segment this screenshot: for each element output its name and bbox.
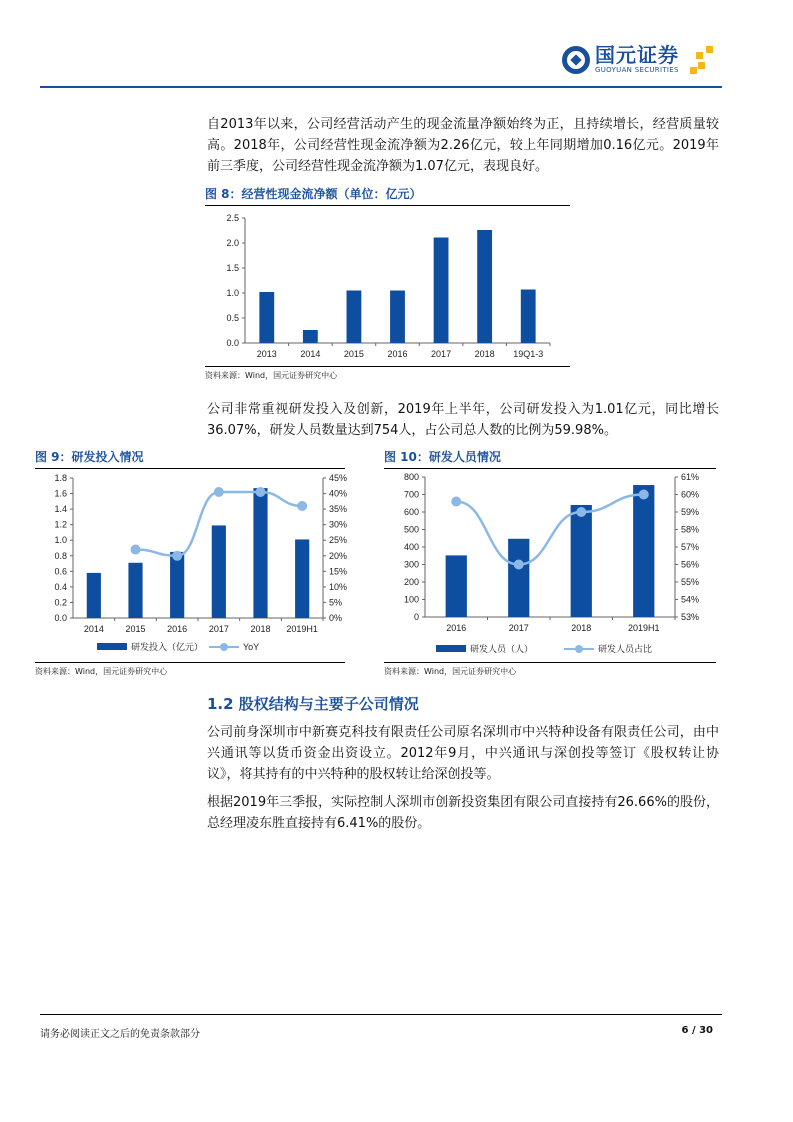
- figure-8-chart: [205, 208, 570, 363]
- x-tick-label: 2016: [387, 349, 408, 359]
- bar: [170, 552, 184, 618]
- legend-label: 研发人员（人）: [470, 644, 534, 654]
- y2-tick-label: 53%: [681, 612, 700, 622]
- legend-label: 研发投入（亿元）: [131, 642, 204, 652]
- figure-10-title: 图 10：研发人员情况: [384, 448, 716, 469]
- y2-tick-label: 15%: [329, 566, 348, 577]
- bar: [477, 230, 492, 343]
- y-tick-label: 400: [403, 542, 419, 552]
- y-tick-label: 0.8: [54, 550, 67, 561]
- bar: [390, 291, 405, 344]
- x-tick-label: 2015: [125, 624, 146, 634]
- figure-10-source: 资料来源：Wind，国元证券研究中心: [384, 662, 716, 677]
- logo-square-icon: [698, 62, 705, 69]
- bar: [521, 290, 536, 344]
- y-tick-label: 0: [413, 612, 419, 622]
- series-point: [576, 507, 586, 517]
- y2-tick-label: 45%: [329, 473, 348, 483]
- footer-disclaimer: 请务必阅读正文之后的免责条款部分: [40, 1029, 200, 1040]
- bar: [295, 539, 309, 618]
- y-tick-label: 2.5: [226, 213, 239, 223]
- y-tick-label: 0.6: [54, 566, 67, 577]
- y2-tick-label: 35%: [329, 504, 348, 515]
- logo-icon: [562, 46, 590, 74]
- series-point: [131, 545, 141, 555]
- y2-tick-label: 20%: [329, 550, 348, 561]
- figure-8-title: 图 8：经营性现金流净额（单位：亿元）: [205, 185, 570, 206]
- y2-tick-label: 54%: [681, 594, 700, 605]
- legend-line-marker: [575, 645, 583, 653]
- bar: [303, 330, 318, 343]
- y-tick-label: 1.5: [226, 263, 239, 273]
- x-tick-label: 2019H1: [286, 624, 318, 634]
- y2-tick-label: 10%: [329, 581, 348, 592]
- x-tick-label: 2016: [167, 624, 188, 634]
- paragraph-cashflow: 自2013年以来，公司经营活动产生的现金流量净额始终为正，且持续增长，经营质量较高。2018年，公司经营性现金流净额为2.26亿元，较上年同期增加0.16亿元。2019年前三季度，公司经营性现金流净额为1.07亿元，表现良好。: [207, 117, 719, 174]
- bar: [633, 485, 654, 617]
- series-point: [639, 490, 649, 500]
- x-tick-label: 2019H1: [627, 623, 660, 633]
- y-tick-label: 500: [403, 524, 419, 535]
- y2-tick-label: 0%: [329, 613, 343, 623]
- y-tick-label: 1.8: [54, 473, 67, 483]
- legend-bar-swatch: [97, 643, 127, 650]
- bar: [508, 539, 529, 617]
- company-logo: [562, 44, 679, 75]
- bar: [212, 525, 226, 618]
- paragraph-rd: 公司非常重视研发投入及创新，2019年上半年，公司研发投入为1.01亿元，同比增长36.07%，研发人员数量达到754人，占公司总人数的比例为59.98%。: [207, 402, 719, 438]
- series-point: [172, 551, 182, 561]
- bar: [87, 573, 101, 618]
- y2-tick-label: 56%: [681, 559, 700, 570]
- x-tick-label: 2014: [83, 624, 104, 634]
- y-tick-label: 1.0: [226, 288, 239, 298]
- x-tick-label: 2017: [431, 349, 452, 359]
- y2-tick-label: 55%: [681, 577, 700, 587]
- y-tick-label: 300: [403, 559, 419, 570]
- y-tick-label: 1.4: [54, 504, 67, 515]
- bar: [253, 488, 267, 618]
- legend-bar-swatch: [436, 645, 466, 652]
- footer-divider: [40, 1014, 722, 1015]
- y2-tick-label: 30%: [329, 519, 348, 530]
- bar: [347, 291, 362, 344]
- figure-9-source: 资料来源：Wind，国元证券研究中心: [35, 662, 345, 677]
- y2-tick-label: 57%: [681, 542, 700, 552]
- paragraph-shareholders: 根据2019年三季报，实际控制人深圳市创新投资集团有限公司直接持有26.66%的股份，总经理凌东胜直接持有6.41%的股份。: [207, 795, 719, 831]
- page-number: 6 / 30: [681, 1025, 713, 1036]
- logo-square-icon: [706, 46, 713, 53]
- paragraph-history: 公司前身深圳市中新赛克科技有限责任公司原名深圳市中兴特种设备有限责任公司，由中兴通讯等以货币资金出资设立。2012年9月，中兴通讯与深创投等签订《股权转让协议》，将其持有的中兴特种的股权转让给深创投等。: [207, 725, 719, 782]
- figure-8-source: 资料来源：Wind，国元证券研究中心: [205, 366, 570, 381]
- y2-tick-label: 58%: [681, 524, 700, 535]
- y2-tick-label: 59%: [681, 507, 700, 517]
- bar: [571, 505, 592, 617]
- legend-label: 研发人员占比: [598, 644, 653, 654]
- series-point: [297, 501, 307, 511]
- figure-9-chart: [35, 467, 348, 659]
- bar: [259, 292, 274, 343]
- series-point: [451, 497, 461, 507]
- y-tick-label: 1.0: [54, 535, 67, 546]
- x-tick-label: 2018: [250, 624, 271, 634]
- x-tick-label: 19Q1-3: [513, 349, 544, 359]
- x-tick-label: 2016: [446, 623, 467, 633]
- figure-9-title: 图 9：研发投入情况: [35, 448, 345, 469]
- section-heading: 1.2 股权结构与主要子公司情况: [207, 695, 419, 713]
- legend-label: YoY: [243, 642, 260, 652]
- y-tick-label: 100: [403, 594, 419, 605]
- logo-square-icon: [696, 52, 703, 59]
- y2-tick-label: 40%: [329, 488, 348, 499]
- y-tick-label: 0.0: [226, 338, 239, 348]
- legend-line-marker: [220, 643, 228, 651]
- x-tick-label: 2017: [508, 623, 529, 633]
- logo-en: GUOYUAN SECURITIES: [595, 66, 679, 74]
- y-tick-label: 200: [403, 577, 419, 587]
- x-tick-label: 2018: [571, 623, 592, 633]
- header-divider: [40, 86, 722, 88]
- y2-tick-label: 25%: [329, 535, 348, 546]
- x-tick-label: 2017: [208, 624, 229, 634]
- y2-tick-label: 5%: [329, 597, 343, 608]
- x-tick-label: 2014: [300, 349, 321, 359]
- x-tick-label: 2015: [343, 349, 364, 359]
- y2-tick-label: 61%: [681, 472, 700, 482]
- bar: [128, 563, 142, 618]
- bar: [434, 238, 449, 344]
- y-tick-label: 0.0: [54, 613, 67, 623]
- series-point: [514, 560, 524, 570]
- y-tick-label: 0.4: [54, 581, 67, 592]
- y-tick-label: 0.5: [226, 313, 239, 323]
- figure-10-chart: [384, 467, 716, 659]
- series-line: [456, 495, 644, 565]
- y-tick-label: 700: [403, 489, 419, 500]
- logo-square-icon: [690, 67, 697, 74]
- series-point: [214, 487, 224, 497]
- y-tick-label: 1.2: [54, 519, 67, 530]
- series-point: [256, 487, 266, 497]
- y2-tick-label: 60%: [681, 489, 700, 500]
- y-tick-label: 600: [403, 507, 419, 517]
- y-tick-label: 800: [403, 472, 419, 482]
- x-tick-label: 2013: [256, 349, 277, 359]
- bar: [446, 555, 467, 617]
- y-tick-label: 1.6: [54, 488, 67, 499]
- y-tick-label: 0.2: [54, 597, 67, 608]
- y-tick-label: 2.0: [226, 238, 239, 248]
- x-tick-label: 2018: [474, 349, 495, 359]
- logo-cn: 国元证券: [595, 43, 679, 67]
